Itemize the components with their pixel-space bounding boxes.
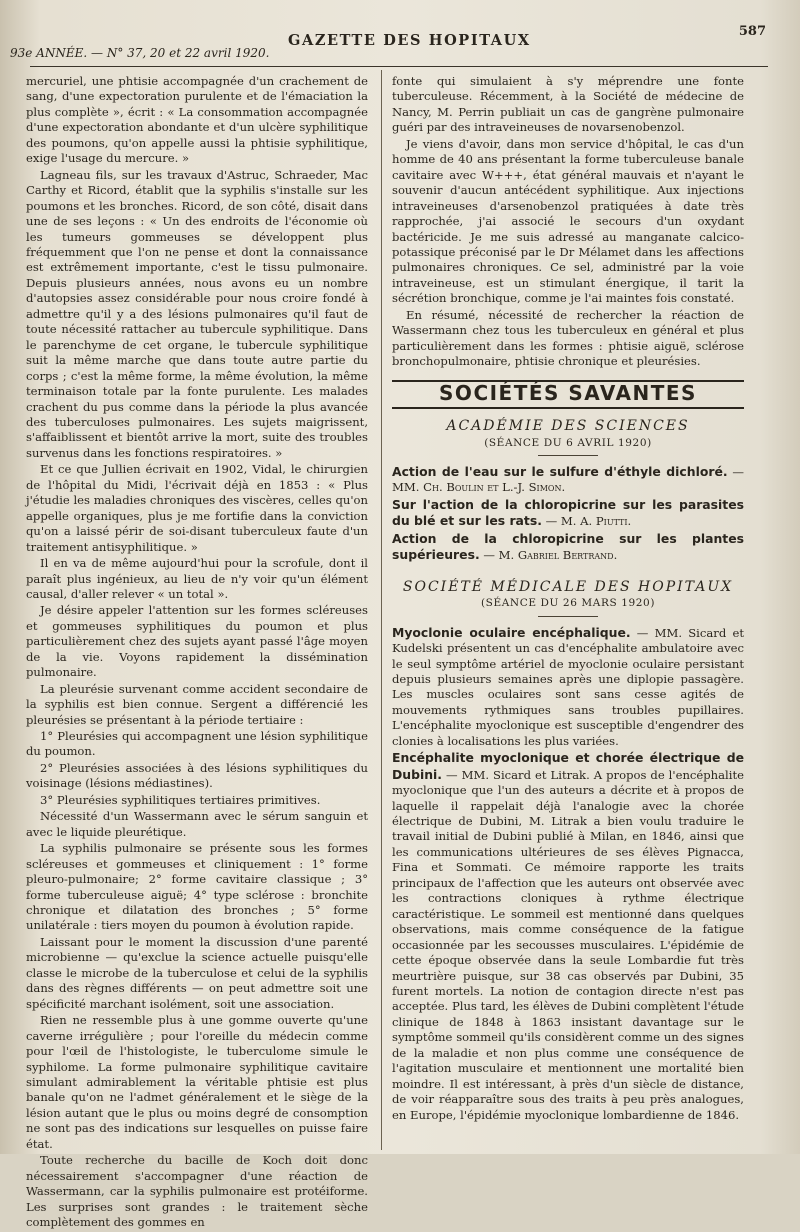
entry-title: Encéphalite myoclonique et chorée électrique de Dubini. xyxy=(392,750,744,782)
seance-date: (SÉANCE DU 6 AVRIL 1920) xyxy=(484,436,652,449)
header-rule xyxy=(30,66,768,67)
paragraph: Et ce que Jullien écrivait en 1902, Vidal, le chirurgien de l'hôpital du Midi, l'écrivait déjà en 1853 : « Plus j'étudie les maladies chroniques des viscères, celles qu'on appelle organiques, plus je me fortifie dans la conviction qu'on a laissé périr de soi-disant tuberculeux faute d'un traitement antisyphilitique. » xyxy=(26,462,368,554)
paragraph: 3° Pleurésies syphilitiques tertiaires primitives. xyxy=(40,792,321,807)
entry-title: Myoclonie oculaire encéphalique. xyxy=(392,624,631,640)
column-divider xyxy=(381,70,382,1150)
page-number: 587 xyxy=(738,24,766,39)
societe-entry xyxy=(392,625,744,750)
short-rule xyxy=(538,616,598,617)
page-header xyxy=(10,20,770,64)
paragraph: Il en va de même aujourd'hui pour la scrofule, dont il paraît plus ingénieux, au lieu de n'y voir qu'un élément causal, d'aller relever « un total ». xyxy=(26,556,368,601)
paragraph: Rien ne ressemble plus à une gomme ouverte qu'une caverne irrégulière ; pour l'oreille du médecin comme pour l'œil de l'histologiste, le tuberculome simule le syphilome. La forme pulmonaire syphilitique cavitaire simulant admirablement la véritable phtisie est plus banale qu'on ne l'admet généralement et le siège de la lésion autant que le plus ou moins degré de consomption ne sont pas des indications sur lesquelles on puisse faire état. xyxy=(26,1013,368,1151)
entry-authors: — MM. Ch. Boulin et L.-J. Simon. xyxy=(392,464,744,495)
paragraph: fonte qui simulaient à s'y méprendre une fonte tuberculeuse. Récemment, à la Société de médecine de Nancy, M. Perrin publiait un cas de gangrène pulmonaire guéri par des intraveineuses de novarsenobenzol. xyxy=(392,74,744,135)
journal-title: GAZETTE DES HOPITAUX xyxy=(288,32,531,49)
left-column xyxy=(26,74,368,1232)
seance-date: (SÉANCE DU 26 MARS 1920) xyxy=(480,597,656,610)
paragraph: En résumé, nécessité de rechercher la réaction de Wassermann chez tous les tuberculeux en général et plus particulièrement dans les formes : phtisie aiguë, sclérose bronchopulmonaire, phtisie chronique et pleurésies. xyxy=(392,307,744,369)
academie-entry xyxy=(392,464,744,496)
paragraph: 1° Pleurésies qui accompagnent une lésion syphilitique du poumon. xyxy=(26,729,368,759)
paragraph: mercuriel, une phtisie accompagnée d'un crachement de sang, d'une expectoration purulente et de l'émaciation la plus complète », écrit : « La consommation accompagnée d'une expectoration abondante et d'un ulcère syphilitique des poumons, qu'on appelle aussi la phtisie syphilitique, exige l'usage du mercure. » xyxy=(26,74,368,166)
paragraph: La pleurésie survenant comme accident secondaire de la syphilis est bien connue. Sergent a différencié les pleurésies se présentant à la période tertiaire : xyxy=(26,681,368,727)
entry-title: Sur l'action de la chloropicrine sur les parasites du blé et sur les rats. xyxy=(392,496,744,529)
short-rule xyxy=(538,455,598,456)
academie-entry xyxy=(392,531,744,564)
paragraph: Je désire appeler l'attention sur les formes scléreuses et gommeuses syphilitiques du poumon et plus particulièrement chez des sujets ayant passé l'âge moyen de la vie. Voyons rapidement la dissémination pulmonaire. xyxy=(26,603,368,680)
entry-authors: — M. A. Piutti. xyxy=(545,514,632,529)
entry-text: — MM. Sicard et Kudelski présentent un cas d'encéphalite ambulatoire avec le seul symptôme artériel de myoclonie oculaire persistant depuis plusieurs semaines après une diplopie passagère. Les muscles oculaires sont sans cesse agités de mouvements rythmiques sans troubles pupillaires. L'encéphalite myoclonique est susceptible d'engendrer des clonies à localisations les plus variées. xyxy=(392,625,744,748)
paragraph: Lagneau fils, sur les travaux d'Astruc, Schraeder, Mac Carthy et Ricord, établit que la syphilis s'installe sur les poumons et les bronches. Ricord, de son côté, disait dans une de ses leçons : « Un des endroits de l'économie où les tumeurs gommeuses se développent plus fréquemment que l'on ne pense et dont la connaissance est extrêmement importante, c'est le tissu pulmonaire. Depuis plusieurs années, nous avons eu un nombre d'autopsies assez considérable pour nous croire fondé à admettre qu'il y a des lésions pulmonaires qu'il faut de toute nécessité rattacher au tubercule syphilitique. Dans le parenchyme de cet organe, le tubercule syphilitique suit la même marche que dans toute autre partie du corps ; c'est la même forme, la même évolution, la même terminaison totale par la fonte purulente. Les malades crachent du pus comme dans la période la plus avancée des tuberculoses pulmonaires. Les sujets maigrissent, s'affaiblissent et bientôt arrive la mort, suite des troubles survenus dans les fonctions respiratoires. » xyxy=(26,167,368,460)
entry-authors: — M. Gabriel Bertrand. xyxy=(483,548,618,563)
section-banner xyxy=(392,380,744,409)
paragraph: La syphilis pulmonaire se présente sous les formes scléreuses et gommeuses et cliniquement : 1° forme pleuro-pulmonaire; 2° forme cavitaire classique ; 3° forme tuberculeuse aiguë; 4° type sclérose : bronchite chronique et dilatation des bronches ; 5° forme unilatérale : tiers moyen du poumon à évolution rapide. xyxy=(26,841,368,933)
academie-heading: ACADÉMIE DES SCIENCES xyxy=(446,418,690,435)
entry-title: Action de la chloropicrine sur les plantes supérieures. xyxy=(392,530,744,563)
entry-text: — MM. Sicard et Litrak. A propos de l'encéphalite myoclonique que l'un des auteurs a décrite et à propos de laquelle il rappelait déjà l'analogie avec la chorée électrique de Dubini, M. Litrak a bien voulu traduire le travail initial de Dubini publié à Milan, en 1846, ainsi que les communications ultérieures de ses élèves Pignacca, Fina et Sommati. Ce mémoire rapporte les traits principaux de l'affection que les auteurs ont observée avec les contractions cloniques à rythme électrique caractéristique. Le sommeil est mentionné dans quelques observations, mais comme conséquence de la fatigue occasionnée par les secousses musculaires. L'épidémie de cette époque observée dans la seule Lombardie fut très meurtrière puisque, sur 38 cas observés par Dubini, 35 furent mortels. La notion de contagion directe n'est pas acceptée. Plus tard, les élèves de Dubini complètent l'étude clinique de 1848 à 1863 insistant davantage sur le symptôme sommeil qu'ils considèrent comme un des signes de la maladie et non plus comme une conséquence de l'agitation musculaire et mentionnent une mortalité bien moindre. Il est intéressant, à près d'un siècle de distance, de voir réapparaître sous des traits à peu près analogues, en Europe, l'épidémie myoclonique lombardienne de 1846. xyxy=(392,767,744,1122)
right-column xyxy=(392,74,744,1124)
paragraph: Toute recherche du bacille de Koch doit donc nécessairement s'accompagner d'une réaction de Wassermann, car la syphilis pulmonaire est protéiforme. Les surprises sont grandes : le traitement sèche complètement des gommes en xyxy=(26,1153,368,1230)
issue-info: 93e ANNÉE. — N° 37, 20 et 22 avril 1920. xyxy=(10,46,270,60)
societe-heading: SOCIÉTÉ MÉDICALE DES HOPITAUX xyxy=(402,578,734,595)
paragraph: Laissant pour le moment la discussion d'une parenté microbienne — qu'exclue la science actuelle puisqu'elle classe le microbe de la tuberculose et celui de la syphilis dans des règnes différents — on peut admettre soit une spécificité marchant isolément, soit une association. xyxy=(26,934,368,1011)
paragraph: Nécessité d'un Wassermann avec le sérum sanguin et avec le liquide pleurétique. xyxy=(26,809,368,839)
entry-title: Action de l'eau sur le sulfure d'éthyle dichloré. xyxy=(392,463,728,479)
academie-entry xyxy=(392,497,744,530)
societe-entry xyxy=(392,750,744,1123)
section-title: SOCIÉTÉS SAVANTES xyxy=(439,380,697,405)
paragraph: Je viens d'avoir, dans mon service d'hôpital, le cas d'un homme de 40 ans présentant la forme tuberculeuse banale cavitaire avec W+++, état général mauvais et n'ayant le souvenir d'aucun antécédent syphilitique. Aux injections intraveineuses d'arsenobenzol pratiquées à date très rapprochée, j'ai associé le secours d'un oxydant bactéricide. Je me suis adressé au manganate calcico-potassique préconisé par le Dr Mélamet dans les affections pulmonaires chroniques. Ce sel, administré par la voie intraveineuse, est un stimulant énergique, il tarit la sécrétion bronchique, comme je l'ai maintes fois constaté. xyxy=(392,136,744,306)
paragraph: 2° Pleurésies associées à des lésions syphilitiques du voisinage (lésions médiastines). xyxy=(26,760,368,791)
